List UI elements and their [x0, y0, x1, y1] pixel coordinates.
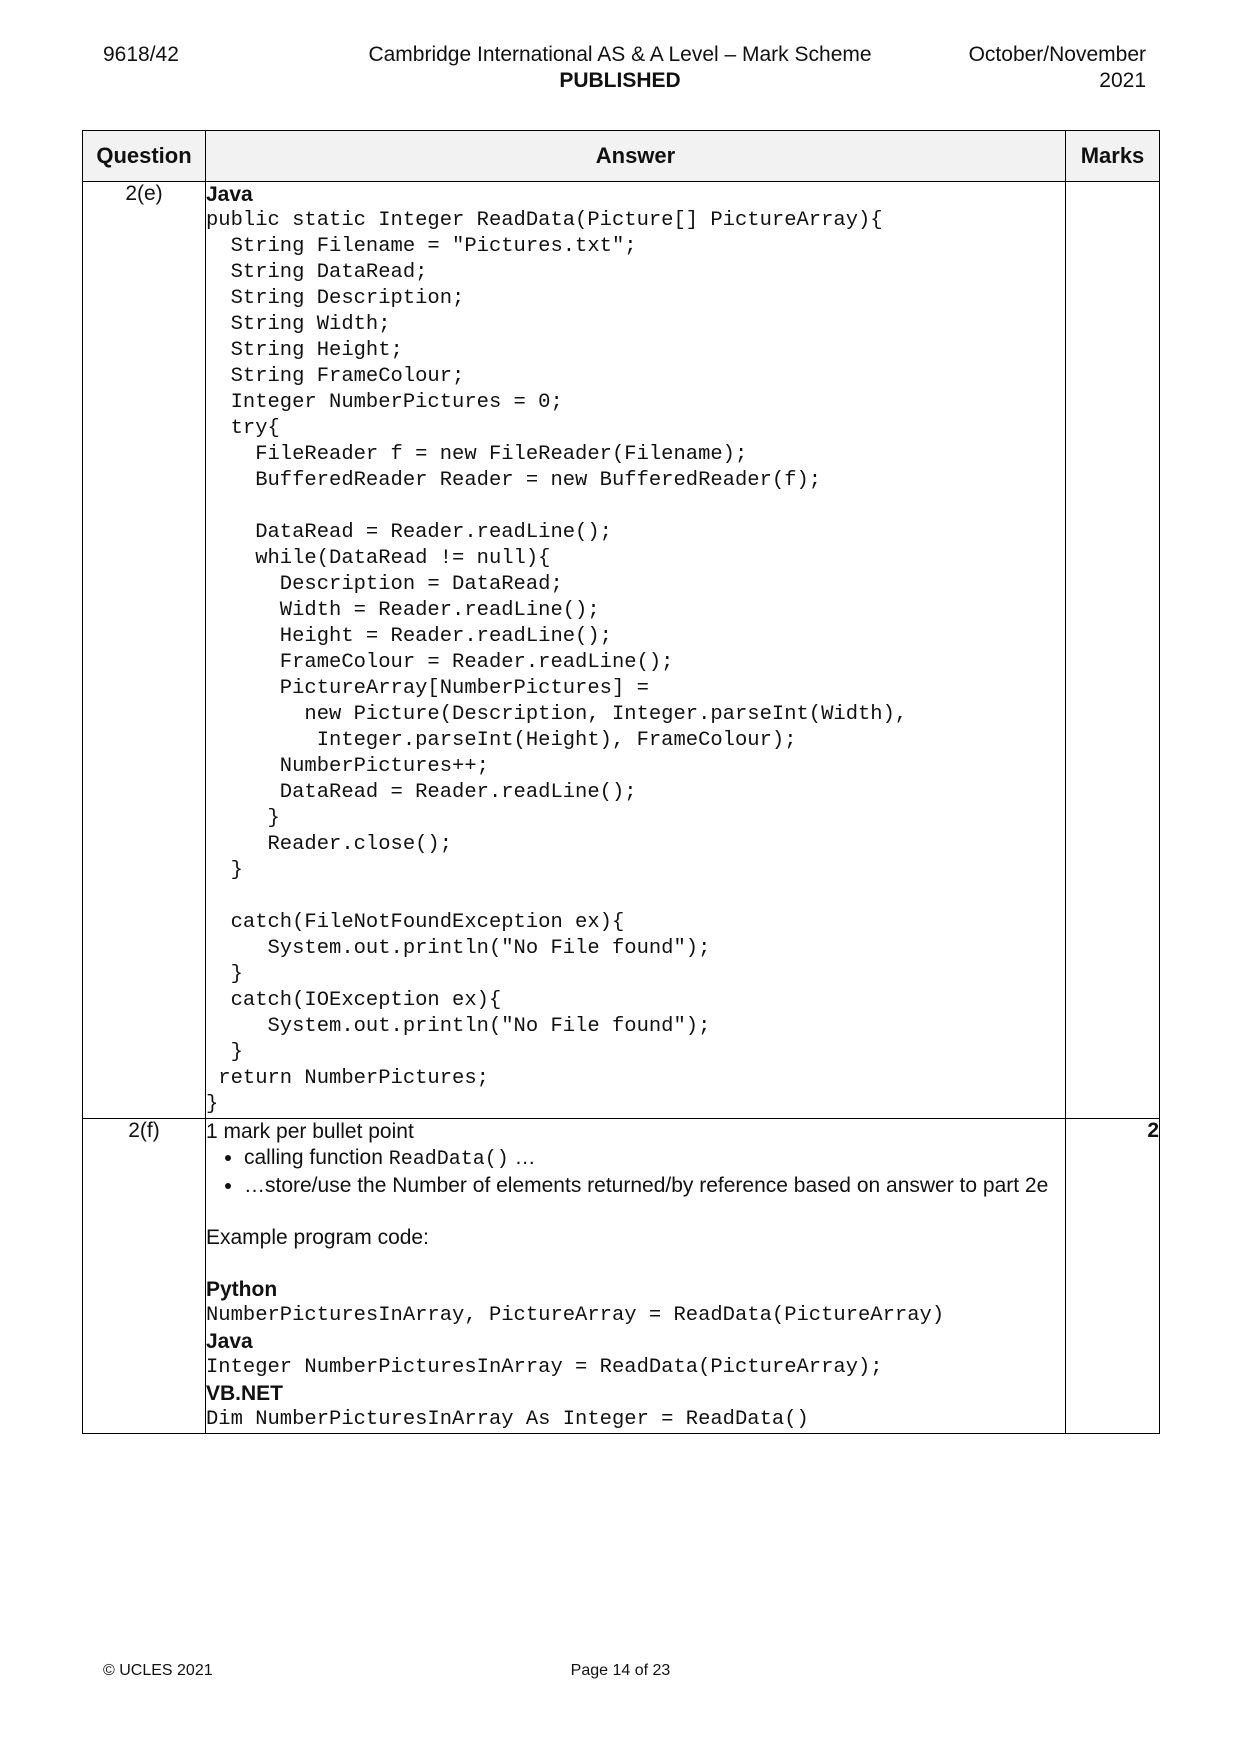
mark-scheme-table — [82, 130, 1160, 1434]
inline-code: ReadData() — [388, 1148, 509, 1171]
paper-code: 9618/42 — [103, 43, 179, 66]
question-number: 2(e) — [83, 182, 206, 1119]
language-label-java: Java — [206, 183, 253, 206]
table-row-2f — [83, 1119, 1160, 1434]
table-row-2e — [83, 182, 1160, 1119]
bullet-item — [244, 1145, 1065, 1173]
column-header-answer: Answer — [206, 131, 1066, 182]
example-label: Example program code: — [206, 1226, 429, 1249]
language-label-java: Java — [206, 1330, 253, 1353]
answer-cell — [206, 1119, 1066, 1434]
bullet-tail: … — [508, 1146, 536, 1169]
table-header-row — [83, 131, 1160, 182]
language-label-python: Python — [206, 1278, 278, 1301]
question-number: 2(f) — [83, 1119, 206, 1434]
mark-instruction: 1 mark per bullet point — [206, 1120, 414, 1143]
marks-cell — [1066, 182, 1160, 1119]
page-number: Page 14 of 23 — [570, 1662, 671, 1679]
bullet-list — [206, 1145, 1065, 1199]
marks-cell: 2 — [1066, 1119, 1160, 1434]
bullet-item: • …store/use the Number of elements returned/by reference based on answer to part 2e — [244, 1173, 1065, 1199]
java-code-line: Integer NumberPicturesInArray = ReadData(PictureArray); — [206, 1356, 883, 1379]
document-title — [330, 42, 910, 94]
vbnet-code-line: Dim NumberPicturesInArray As Integer = ReadData() — [206, 1408, 809, 1431]
column-header-question: Question — [83, 131, 206, 182]
copyright: © UCLES 2021 — [103, 1662, 213, 1679]
published-label: PUBLISHED — [559, 69, 681, 92]
column-header-marks: Marks — [1066, 131, 1160, 182]
session-line-2: 2021 — [1099, 69, 1146, 92]
exam-session — [969, 42, 1146, 94]
scheme-title: Cambridge International AS & A Level – Mark Scheme — [368, 43, 872, 66]
java-code-block: public static Integer ReadData(Picture[] PictureArray){ String Filename = "Pictures.txt"; String DataRead; String Description; String Width; String Height; String FrameColour; Integer NumberPictures = 0; try{ FileReader f = new FileReader(Filename); BufferedReader Reader = new BufferedReader(f); DataRead = Reader.readLine(); while(DataRead != null){ Description = DataRead; Width = Reader.readLine(); Height = Reader.readLine(); FrameColour = Reader.readLine(); PictureArray[NumberPictures] = new Picture(Description, Integer.parseInt(Width), Integer.parseInt(Height), FrameColour); NumberPictures++; DataRead = Reader.readLine(); } Reader.close(); } catch(FileNotFoundException ex){ System.out.println("No File found"); } catch(IOException ex){ System.out.println("No File found"); } return NumberPictures; } — [206, 209, 908, 1116]
language-label-vbnet: VB.NET — [206, 1382, 284, 1405]
bullet-text: calling function — [244, 1146, 389, 1169]
session-line-1: October/November — [968, 43, 1146, 66]
python-code-line: NumberPicturesInArray, PictureArray = ReadData(PictureArray) — [206, 1304, 945, 1327]
answer-cell — [206, 182, 1066, 1119]
